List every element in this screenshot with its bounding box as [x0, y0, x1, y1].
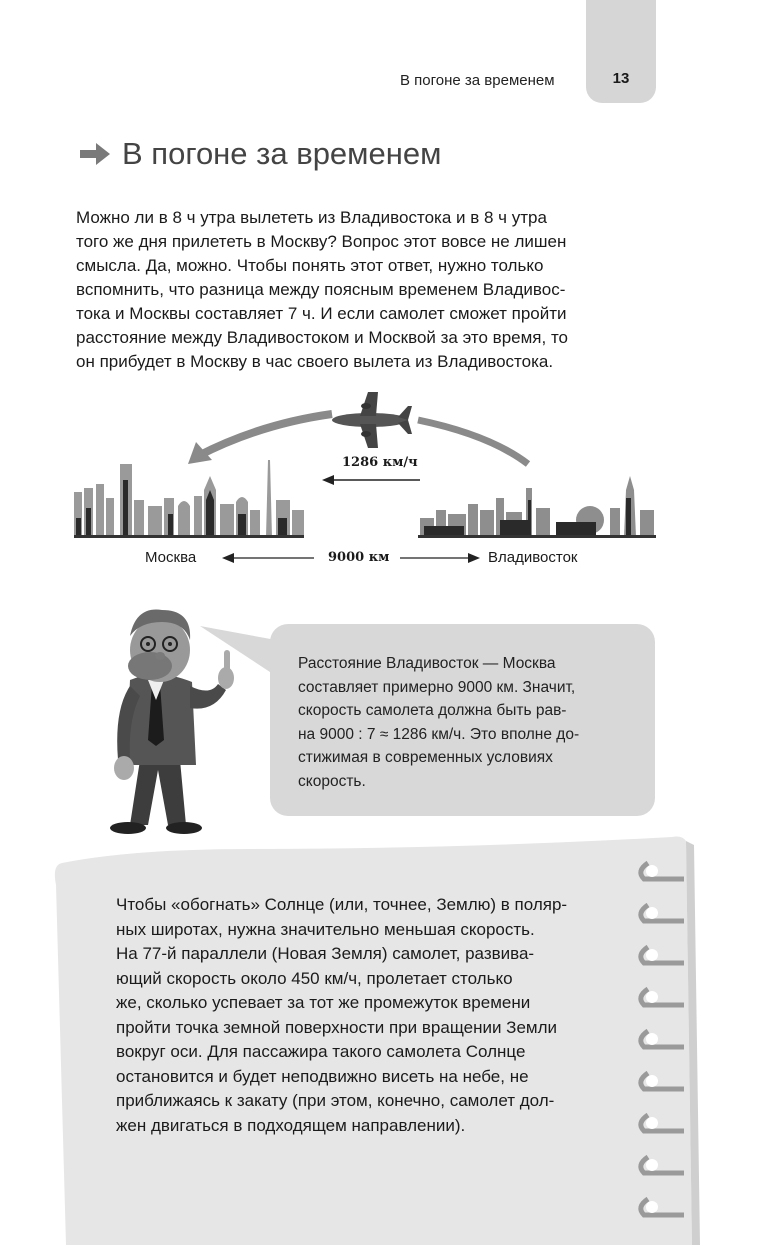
speech-text [298, 652, 626, 793]
note-line: На 77-й параллели (Новая Земля) самолет, развива- [116, 944, 535, 963]
intro-line: расстояние между Владивостоком и Москвой за это время, то [76, 328, 569, 347]
note-line: жен двигаться в подходящем направлении). [116, 1115, 466, 1135]
speech-line: Расстояние Владивосток — Москва [298, 655, 556, 672]
intro-line: Можно ли в 8 ч утра вылететь из Владивостока и в 8 ч утра [76, 208, 547, 227]
note-line: Чтобы «обогнать» Солнце (или, точнее, Землю) в поляр- [116, 895, 568, 914]
section-heading [78, 136, 441, 172]
speech-line: скорость. [298, 772, 366, 790]
speed-arrowhead-icon [322, 475, 334, 485]
flight-illustration [70, 380, 670, 580]
note-line: вокруг оси. Для пассажира такого самолета Солнце [116, 1042, 526, 1061]
speech-line: скорость самолета должна быть рав- [298, 702, 567, 719]
intro-line: того же дня прилететь в Москву? Вопрос этот вовсе не лишен [76, 232, 567, 251]
page-number: 13 [612, 70, 630, 87]
left-arc [198, 414, 332, 456]
city-moscow-label: Москва [145, 549, 197, 566]
distance-left-arrow-icon [222, 553, 234, 563]
arrow-right-icon [78, 141, 112, 167]
note-line: ющий скорость около 450 км/ч, пролетает столько [116, 968, 513, 988]
intro-paragraph [76, 206, 636, 374]
note-line: пройти точка земной поверхности при вращении Земли [116, 1017, 558, 1037]
distance-right-arrow-icon [468, 553, 480, 563]
speech-tail [200, 626, 280, 686]
intro-line: тока и Москвы составляет 7 ч. И если самолет сможет пройти [76, 304, 567, 323]
intro-line: он прибудет в Москву в час своего вылета из Владивостока. [76, 352, 554, 371]
note-line: приближаясь к закату (при этом, конечно, самолет дол- [116, 1091, 555, 1110]
intro-line: смысла. Да, можно. Чтобы понять этот ответ, нужно только [76, 256, 544, 275]
intro-line: вспомнить, что разница между поясным временем Владивос- [76, 280, 566, 299]
city-vladivostok-label: Владивосток [488, 549, 578, 566]
airplane-icon [332, 392, 412, 448]
page-number-tab [586, 0, 656, 103]
speed-label: 1286 км/ч [342, 455, 418, 470]
section-title: В погоне за временем [122, 136, 442, 171]
moscow-skyline-icon [74, 460, 304, 537]
speech-line: стижимая в современных условиях [298, 749, 553, 766]
right-arc [418, 420, 528, 464]
distance-label: 9000 км [328, 550, 390, 565]
running-title: В погоне за временем [400, 72, 555, 89]
note-line: остановится и будет неподвижно висеть на небе, не [116, 1066, 529, 1086]
note-line: же, сколько успевает за тот же промежуток времени [116, 993, 531, 1012]
speech-line: составляет примерно 9000 км. Значит, [298, 678, 576, 696]
speech-bubble [270, 624, 655, 816]
note-text [116, 893, 616, 1138]
notebook-ring-holes [646, 865, 658, 1213]
speech-line: на 9000 : 7 ≈ 1286 км/ч. Это вполне до- [298, 725, 580, 743]
note-line: ных широтах, нужна значительно меньшая скорость. [116, 919, 535, 939]
